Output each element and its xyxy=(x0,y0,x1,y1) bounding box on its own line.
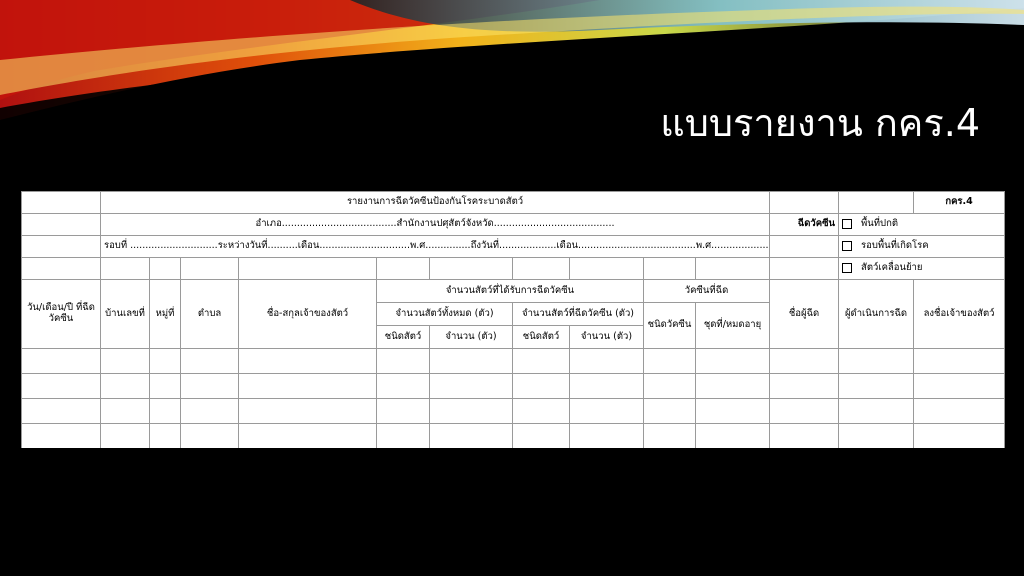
col-house-no: บ้านเลขที่ xyxy=(101,280,150,349)
checkbox-animal-movement[interactable] xyxy=(842,263,852,273)
slide-title: แบบรายงาน กคร.4 xyxy=(660,101,980,145)
col-total-animals: จำนวนสัตว์ทั้งหมด (ตัว) xyxy=(377,303,513,326)
report-form xyxy=(21,191,1004,448)
col-animals-received: จำนวนสัตว์ที่ได้รับการฉีดวัคซีน xyxy=(377,280,644,303)
col-owner-name: ชื่อ-สกุลเจ้าของสัตว์ xyxy=(239,280,377,349)
form-heading: รายงานการฉีดวัคซีนป้องกันโรคระบาดสัตว์ xyxy=(101,192,770,214)
table-row xyxy=(22,424,1005,449)
option-animal-movement: สัตว์เคลื่อนย้าย xyxy=(861,262,923,274)
round-date-line: รอบที่ .............................ระหว่างวันที่..........เดือน..............................พ.ศ...............ถึงวันที่...................เดือน.......................................พ.ศ................... xyxy=(101,236,770,258)
table-row xyxy=(22,399,1005,424)
col-vaccinator: ชื่อผู้ฉีด xyxy=(770,280,839,349)
district-province-line: อำเภอ......................................สำนักงานปศุสัตว์จังหวัด........................................ xyxy=(101,214,770,236)
col-total-animal-type: ชนิดสัตว์ xyxy=(377,326,430,349)
col-vaccinated-animal-type: ชนิดสัตว์ xyxy=(513,326,570,349)
col-vaccine-type: ชนิดวัคซีน xyxy=(644,303,696,349)
col-vaccinated-animals: จำนวนสัตว์ที่ฉีดวัคซีน (ตัว) xyxy=(513,303,644,326)
report-table xyxy=(21,191,1005,449)
col-date: วัน/เดือน/ปี ที่ฉีดวัคซีน xyxy=(22,280,101,349)
option-outbreak-area: รอบพื้นที่เกิดโรค xyxy=(861,240,929,252)
checkbox-normal-area[interactable] xyxy=(842,219,852,229)
col-vaccinated-amount: จำนวน (ตัว) xyxy=(570,326,644,349)
col-operator: ผู้ดำเนินการฉีด xyxy=(839,280,914,349)
checkbox-outbreak-area[interactable] xyxy=(842,241,852,251)
option-normal-area: พื้นที่ปกติ xyxy=(861,218,899,230)
col-total-amount: จำนวน (ตัว) xyxy=(430,326,513,349)
vaccine-label: ฉีดวัคซีน xyxy=(770,214,839,236)
table-row xyxy=(22,374,1005,399)
col-tambon: ตำบล xyxy=(181,280,239,349)
col-owner-signature: ลงชื่อเจ้าของสัตว์ xyxy=(914,280,1005,349)
table-row xyxy=(22,349,1005,374)
col-vaccine-used: วัคซีนที่ฉีด xyxy=(644,280,770,303)
form-code: กคร.4 xyxy=(914,192,1005,214)
col-moo: หมู่ที่ xyxy=(150,280,181,349)
col-lot-expiry: ชุดที่/หมดอายุ xyxy=(696,303,770,349)
